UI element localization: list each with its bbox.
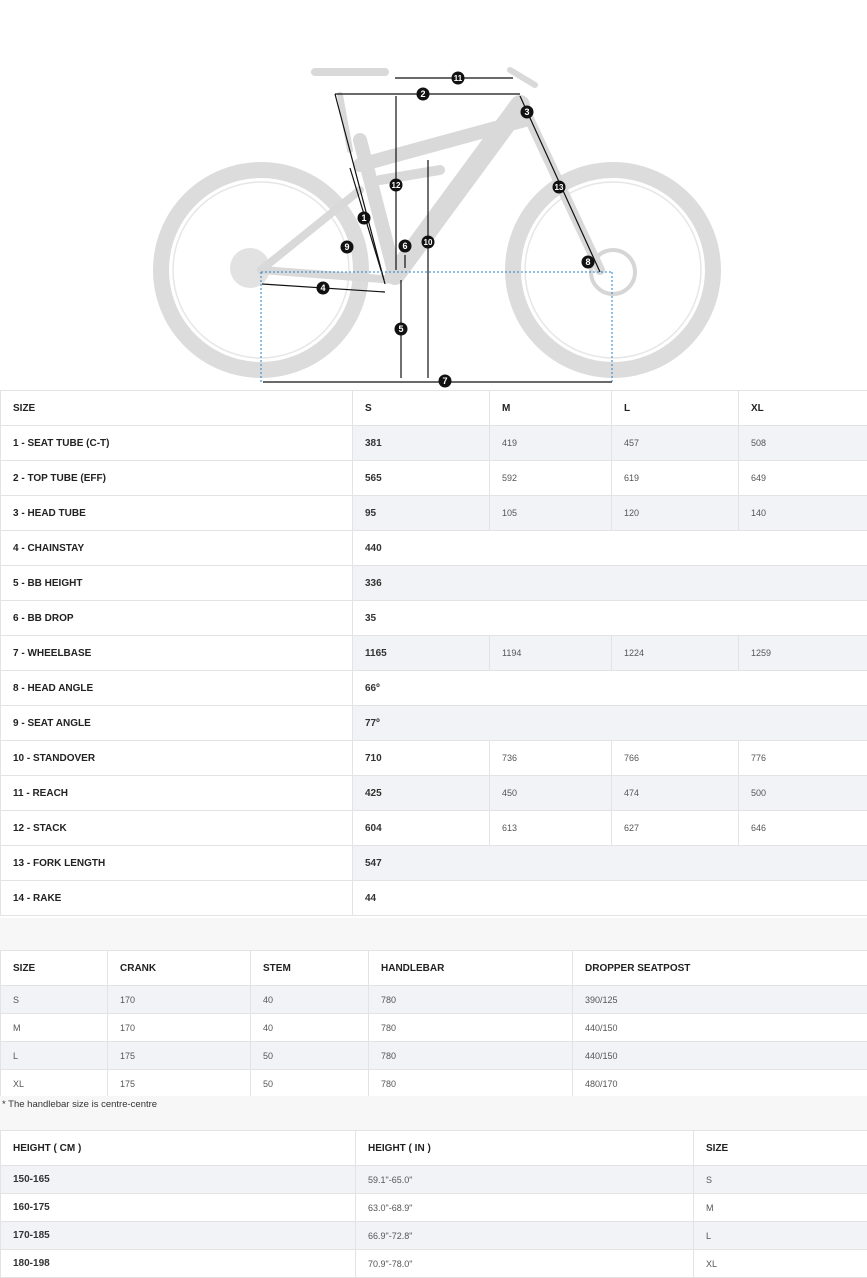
geometry-header-cell: S [353,391,490,426]
callout-7 [439,375,452,388]
components-cell: 780 [369,1042,573,1070]
geometry-row-label: 1 - SEAT TUBE (C-T) [1,426,353,461]
geometry-value: 766 [612,741,739,776]
geometry-value: 457 [612,426,739,461]
components-header-cell: CRANK [108,951,251,986]
components-cell: L [1,1042,108,1070]
fit-row [1,1166,867,1194]
geometry-header-cell: XL [739,391,867,426]
svg-text:2: 2 [420,89,426,99]
callout-4 [317,282,330,295]
section-spacer [0,918,867,950]
front-wheel [513,170,713,370]
geometry-value: 1194 [490,636,612,671]
rider-height-table [0,1130,867,1278]
geometry-value: 646 [739,811,867,846]
components-header-cell: STEM [251,951,369,986]
geometry-value: 105 [490,496,612,531]
svg-text:4: 4 [320,283,326,293]
geometry-header-cell: SIZE [1,391,353,426]
geometry-row [1,636,867,671]
fit-header-row [1,1131,867,1166]
geometry-value: 474 [612,776,739,811]
fit-row [1,1250,867,1278]
svg-text:8: 8 [585,257,591,267]
geometry-value: 425 [353,776,490,811]
geometry-value: 66º [353,671,867,706]
components-table [0,950,867,1098]
geometry-header-cell: L [612,391,739,426]
geometry-value: 1224 [612,636,739,671]
fit-cell: 150-165 [1,1166,356,1194]
geometry-value: 627 [612,811,739,846]
geometry-row-label: 3 - HEAD TUBE [1,496,353,531]
geometry-value: 619 [612,461,739,496]
geometry-row [1,706,867,741]
callout-1 [358,212,371,225]
callout-3 [521,106,534,119]
components-cell: 440/150 [573,1014,867,1042]
svg-text:6: 6 [402,241,408,251]
components-cell: XL [1,1070,108,1098]
geometry-row-label: 4 - CHAINSTAY [1,531,353,566]
fit-cell: 160-175 [1,1194,356,1222]
geometry-row-label: 7 - WHEELBASE [1,636,353,671]
geometry-row [1,426,867,461]
svg-text:12: 12 [391,181,401,190]
components-cell: 40 [251,1014,369,1042]
components-row [1,1070,867,1098]
components-header-cell: HANDLEBAR [369,951,573,986]
fit-cell: 180-198 [1,1250,356,1278]
geometry-value: 120 [612,496,739,531]
svg-text:7: 7 [442,376,448,386]
geometry-row-label: 10 - STANDOVER [1,741,353,776]
svg-text:1: 1 [361,213,367,223]
components-cell: S [1,986,108,1014]
callout-9 [341,241,354,254]
geometry-row [1,671,867,706]
geometry-value: 565 [353,461,490,496]
components-cell: 40 [251,986,369,1014]
geometry-row-label: 9 - SEAT ANGLE [1,706,353,741]
components-cell: 390/125 [573,986,867,1014]
callout-12 [390,179,403,192]
geometry-row [1,741,867,776]
geometry-row-label: 6 - BB DROP [1,601,353,636]
geometry-value: 649 [739,461,867,496]
components-cell: 480/170 [573,1070,867,1098]
geometry-row [1,601,867,636]
components-row [1,986,867,1014]
geometry-value: 500 [739,776,867,811]
components-header-cell: SIZE [1,951,108,986]
geometry-row-label: 2 - TOP TUBE (EFF) [1,461,353,496]
components-cell: 440/150 [573,1042,867,1070]
geometry-value: 1165 [353,636,490,671]
svg-text:3: 3 [524,107,530,117]
handlebar-note: * The handlebar size is centre-centre [2,1099,158,1110]
callout-11 [452,72,465,85]
fit-cell: 63.0"-68.9" [356,1194,694,1222]
geometry-row-label: 12 - STACK [1,811,353,846]
geometry-row [1,846,867,881]
components-cell: 780 [369,1070,573,1098]
components-cell: 780 [369,986,573,1014]
geometry-value: 508 [739,426,867,461]
geometry-value: 44 [353,881,867,916]
fit-header-cell: HEIGHT ( IN ) [356,1131,694,1166]
geometry-row [1,531,867,566]
components-cell: 780 [369,1014,573,1042]
geometry-value: 440 [353,531,867,566]
geometry-row-label: 13 - FORK LENGTH [1,846,353,881]
geometry-value: 95 [353,496,490,531]
components-cell: 170 [108,986,251,1014]
geometry-header-row [1,391,867,426]
fit-cell: L [694,1222,867,1250]
fit-cell: 66.9"-72.8" [356,1222,694,1250]
geometry-value: 336 [353,566,867,601]
components-cell: M [1,1014,108,1042]
geometry-header-cell: M [490,391,612,426]
fit-header-cell: HEIGHT ( CM ) [1,1131,356,1166]
callout-8 [582,256,595,269]
components-row [1,1014,867,1042]
geometry-row [1,566,867,601]
geometry-value: 592 [490,461,612,496]
components-header-cell: DROPPER SEATPOST [573,951,867,986]
svg-text:5: 5 [398,324,404,334]
fit-cell: 170-185 [1,1222,356,1250]
svg-text:10: 10 [423,238,433,247]
geometry-row [1,881,867,916]
callout-6 [399,240,412,253]
components-cell: 170 [108,1014,251,1042]
geometry-value: 604 [353,811,490,846]
geometry-value: 450 [490,776,612,811]
components-cell: 175 [108,1070,251,1098]
geometry-value: 35 [353,601,867,636]
callout-2 [417,88,430,101]
geometry-row-label: 11 - REACH [1,776,353,811]
fit-cell: 59.1"-65.0" [356,1166,694,1194]
geometry-row-label: 5 - BB HEIGHT [1,566,353,601]
geometry-row [1,811,867,846]
svg-text:9: 9 [344,242,350,252]
geometry-row [1,496,867,531]
fit-cell: M [694,1194,867,1222]
geometry-value: 736 [490,741,612,776]
geometry-value: 381 [353,426,490,461]
callout-5 [395,323,408,336]
geometry-table [0,390,867,916]
components-cell: 175 [108,1042,251,1070]
fit-row [1,1222,867,1250]
geometry-row-label: 8 - HEAD ANGLE [1,671,353,706]
callout-10 [422,236,435,249]
geometry-value: 140 [739,496,867,531]
geometry-row [1,776,867,811]
components-row [1,1042,867,1070]
components-cell: 50 [251,1042,369,1070]
geometry-row [1,461,867,496]
svg-text:11: 11 [453,74,463,83]
fit-row [1,1194,867,1222]
fit-cell: XL [694,1250,867,1278]
ground-reference-lines [261,272,612,382]
bike-geometry-diagram [0,0,867,390]
svg-text:13: 13 [554,183,564,192]
fit-cell: S [694,1166,867,1194]
callout-13 [553,181,566,194]
fit-header-cell: SIZE [694,1131,867,1166]
fit-cell: 70.9"-78.0" [356,1250,694,1278]
geometry-value: 419 [490,426,612,461]
geometry-value: 77º [353,706,867,741]
geometry-value: 776 [739,741,867,776]
geometry-value: 710 [353,741,490,776]
geometry-value: 613 [490,811,612,846]
geometry-row-label: 14 - RAKE [1,881,353,916]
geometry-value: 547 [353,846,867,881]
geometry-value: 1259 [739,636,867,671]
components-header-row [1,951,867,986]
components-cell: 50 [251,1070,369,1098]
